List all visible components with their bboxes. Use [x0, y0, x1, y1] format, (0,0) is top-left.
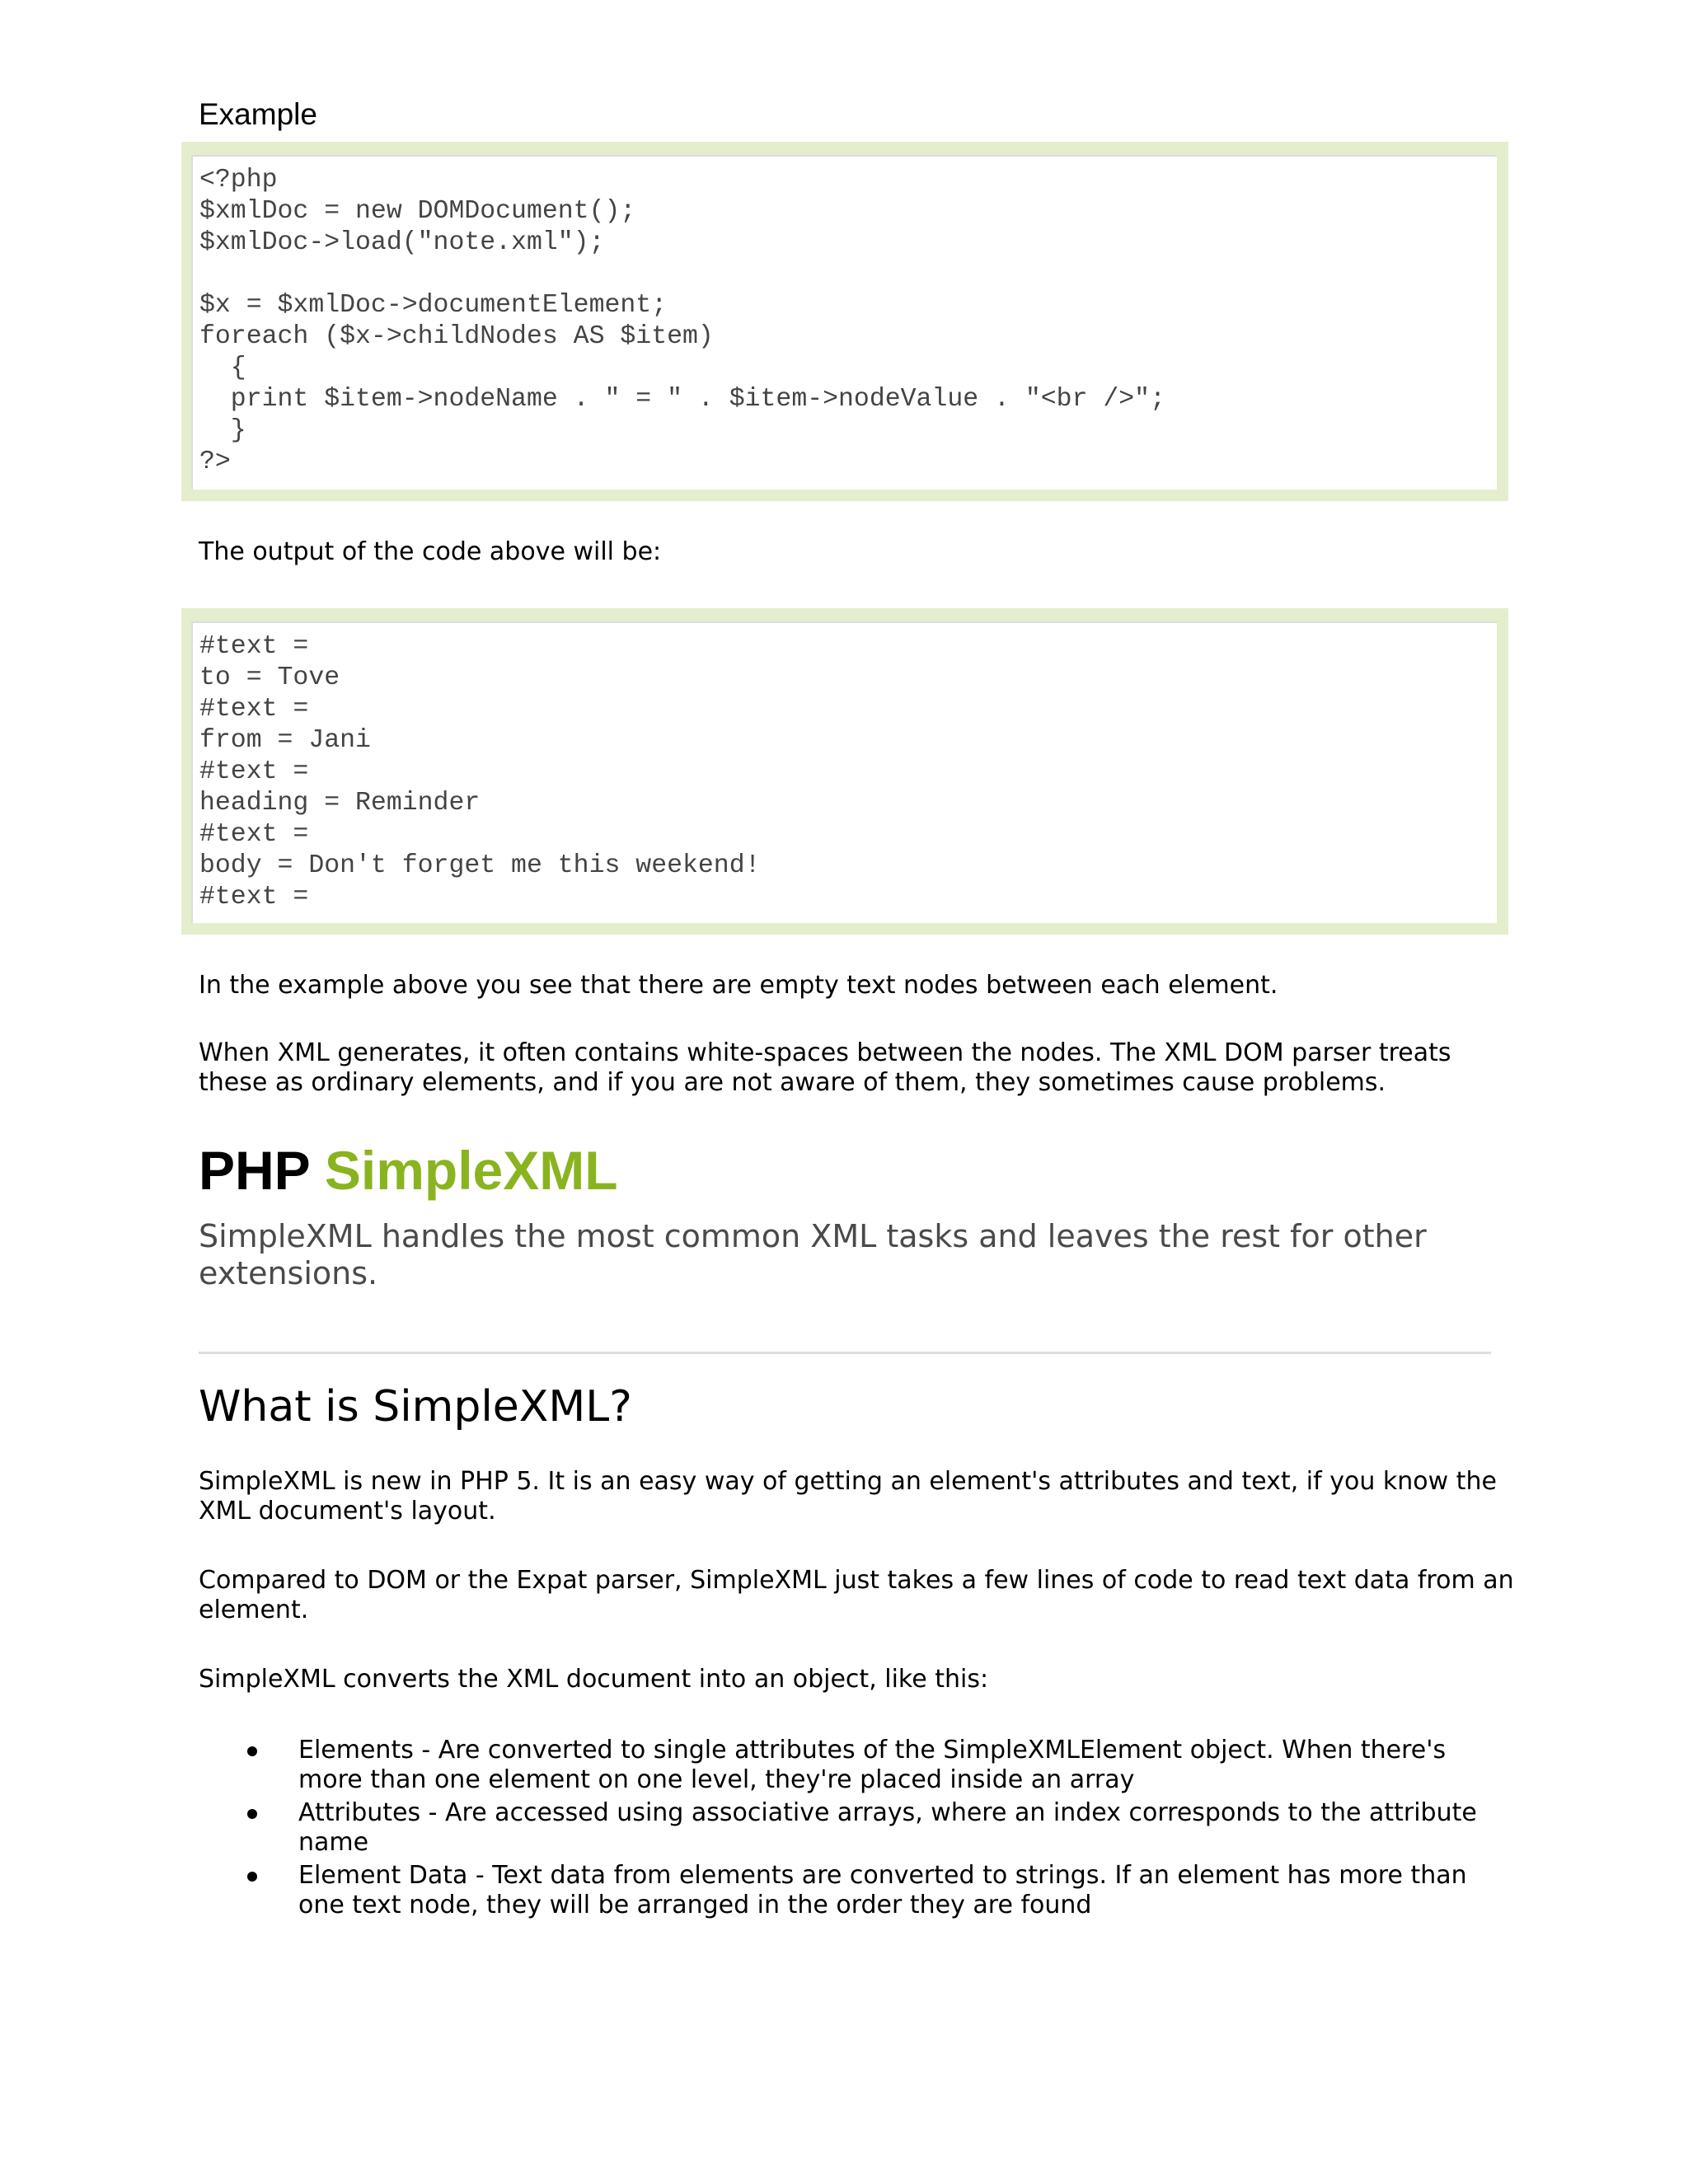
output-line: to = Tove	[199, 663, 340, 692]
output-line: #text =	[199, 632, 309, 661]
output-line: heading = Reminder	[199, 789, 481, 818]
list-item-text: Elements - Are converted to single attributes of the SimpleXMLElement object. When there's more than one element on one level, they're placed inside an array	[298, 1736, 1447, 1794]
code-line	[199, 259, 1497, 290]
list-item-text: Element Data - Text data from elements are converted to strings. If an element has more than one text node, they will be arranged in the order they are found	[298, 1861, 1467, 1919]
code-line: }	[199, 416, 246, 445]
code-example-box	[181, 142, 1508, 501]
code-line: ?>	[199, 448, 231, 476]
code-line: <?php	[199, 166, 278, 194]
output-intro-text: The output of the code above will be:	[199, 537, 662, 566]
new-in-php5-paragraph: SimpleXML is new in PHP 5. It is an easy way of getting an element's attributes and text, if you know the XML document's layout.	[199, 1467, 1497, 1526]
section-title: What is SimpleXML?	[199, 1382, 632, 1432]
output-line: from = Jani	[199, 726, 371, 755]
empty-nodes-paragraph: In the example above you see that there are empty text nodes between each element.	[199, 971, 1278, 1000]
bullet-icon	[247, 1872, 257, 1882]
example-label: Example	[199, 97, 317, 131]
output-line: #text =	[199, 757, 309, 786]
output-line: #text =	[199, 695, 309, 724]
page-title-prefix: PHP	[199, 1140, 310, 1201]
output-line: body = Don't forget me this weekend!	[199, 851, 761, 880]
code-line: print $item->nodeName . " = " . $item->nodeValue . "<br />";	[199, 385, 1165, 414]
section-divider	[199, 1352, 1491, 1354]
code-line: $x = $xmlDoc->documentElement;	[199, 291, 668, 320]
code-line: foreach ($x->childNodes AS $item)	[199, 322, 714, 351]
code-line: {	[199, 354, 246, 382]
code-example-content	[191, 155, 1497, 490]
compared-paragraph: Compared to DOM or the Expat parser, SimpleXML just takes a few lines of code to read text data from an element.	[199, 1566, 1514, 1624]
code-line: $xmlDoc = new DOMDocument();	[199, 197, 636, 226]
converts-paragraph: SimpleXML converts the XML document into an object, like this:	[199, 1665, 989, 1694]
whitespace-paragraph: When XML generates, it often contains white-spaces between the nodes. The XML DOM parser treats these as ordinary elements, and if you are not aware of them, they sometimes cause problems.	[199, 1038, 1451, 1097]
page-title	[199, 1139, 618, 1202]
code-line: $xmlDoc->load("note.xml");	[199, 228, 605, 257]
code-output-box	[181, 608, 1508, 935]
list-item-text: Attributes - Are accessed using associative arrays, where an index corresponds to the attribute name	[298, 1798, 1477, 1857]
bullet-icon	[247, 1809, 257, 1819]
code-output-content	[191, 621, 1497, 923]
page-title-accent: SimpleXML	[324, 1140, 618, 1201]
intro-text: SimpleXML handles the most common XML tasks and leaves the rest for other extensions.	[199, 1218, 1427, 1291]
bullet-icon	[247, 1746, 257, 1756]
output-line: #text =	[199, 883, 309, 912]
output-line: #text =	[199, 820, 309, 849]
